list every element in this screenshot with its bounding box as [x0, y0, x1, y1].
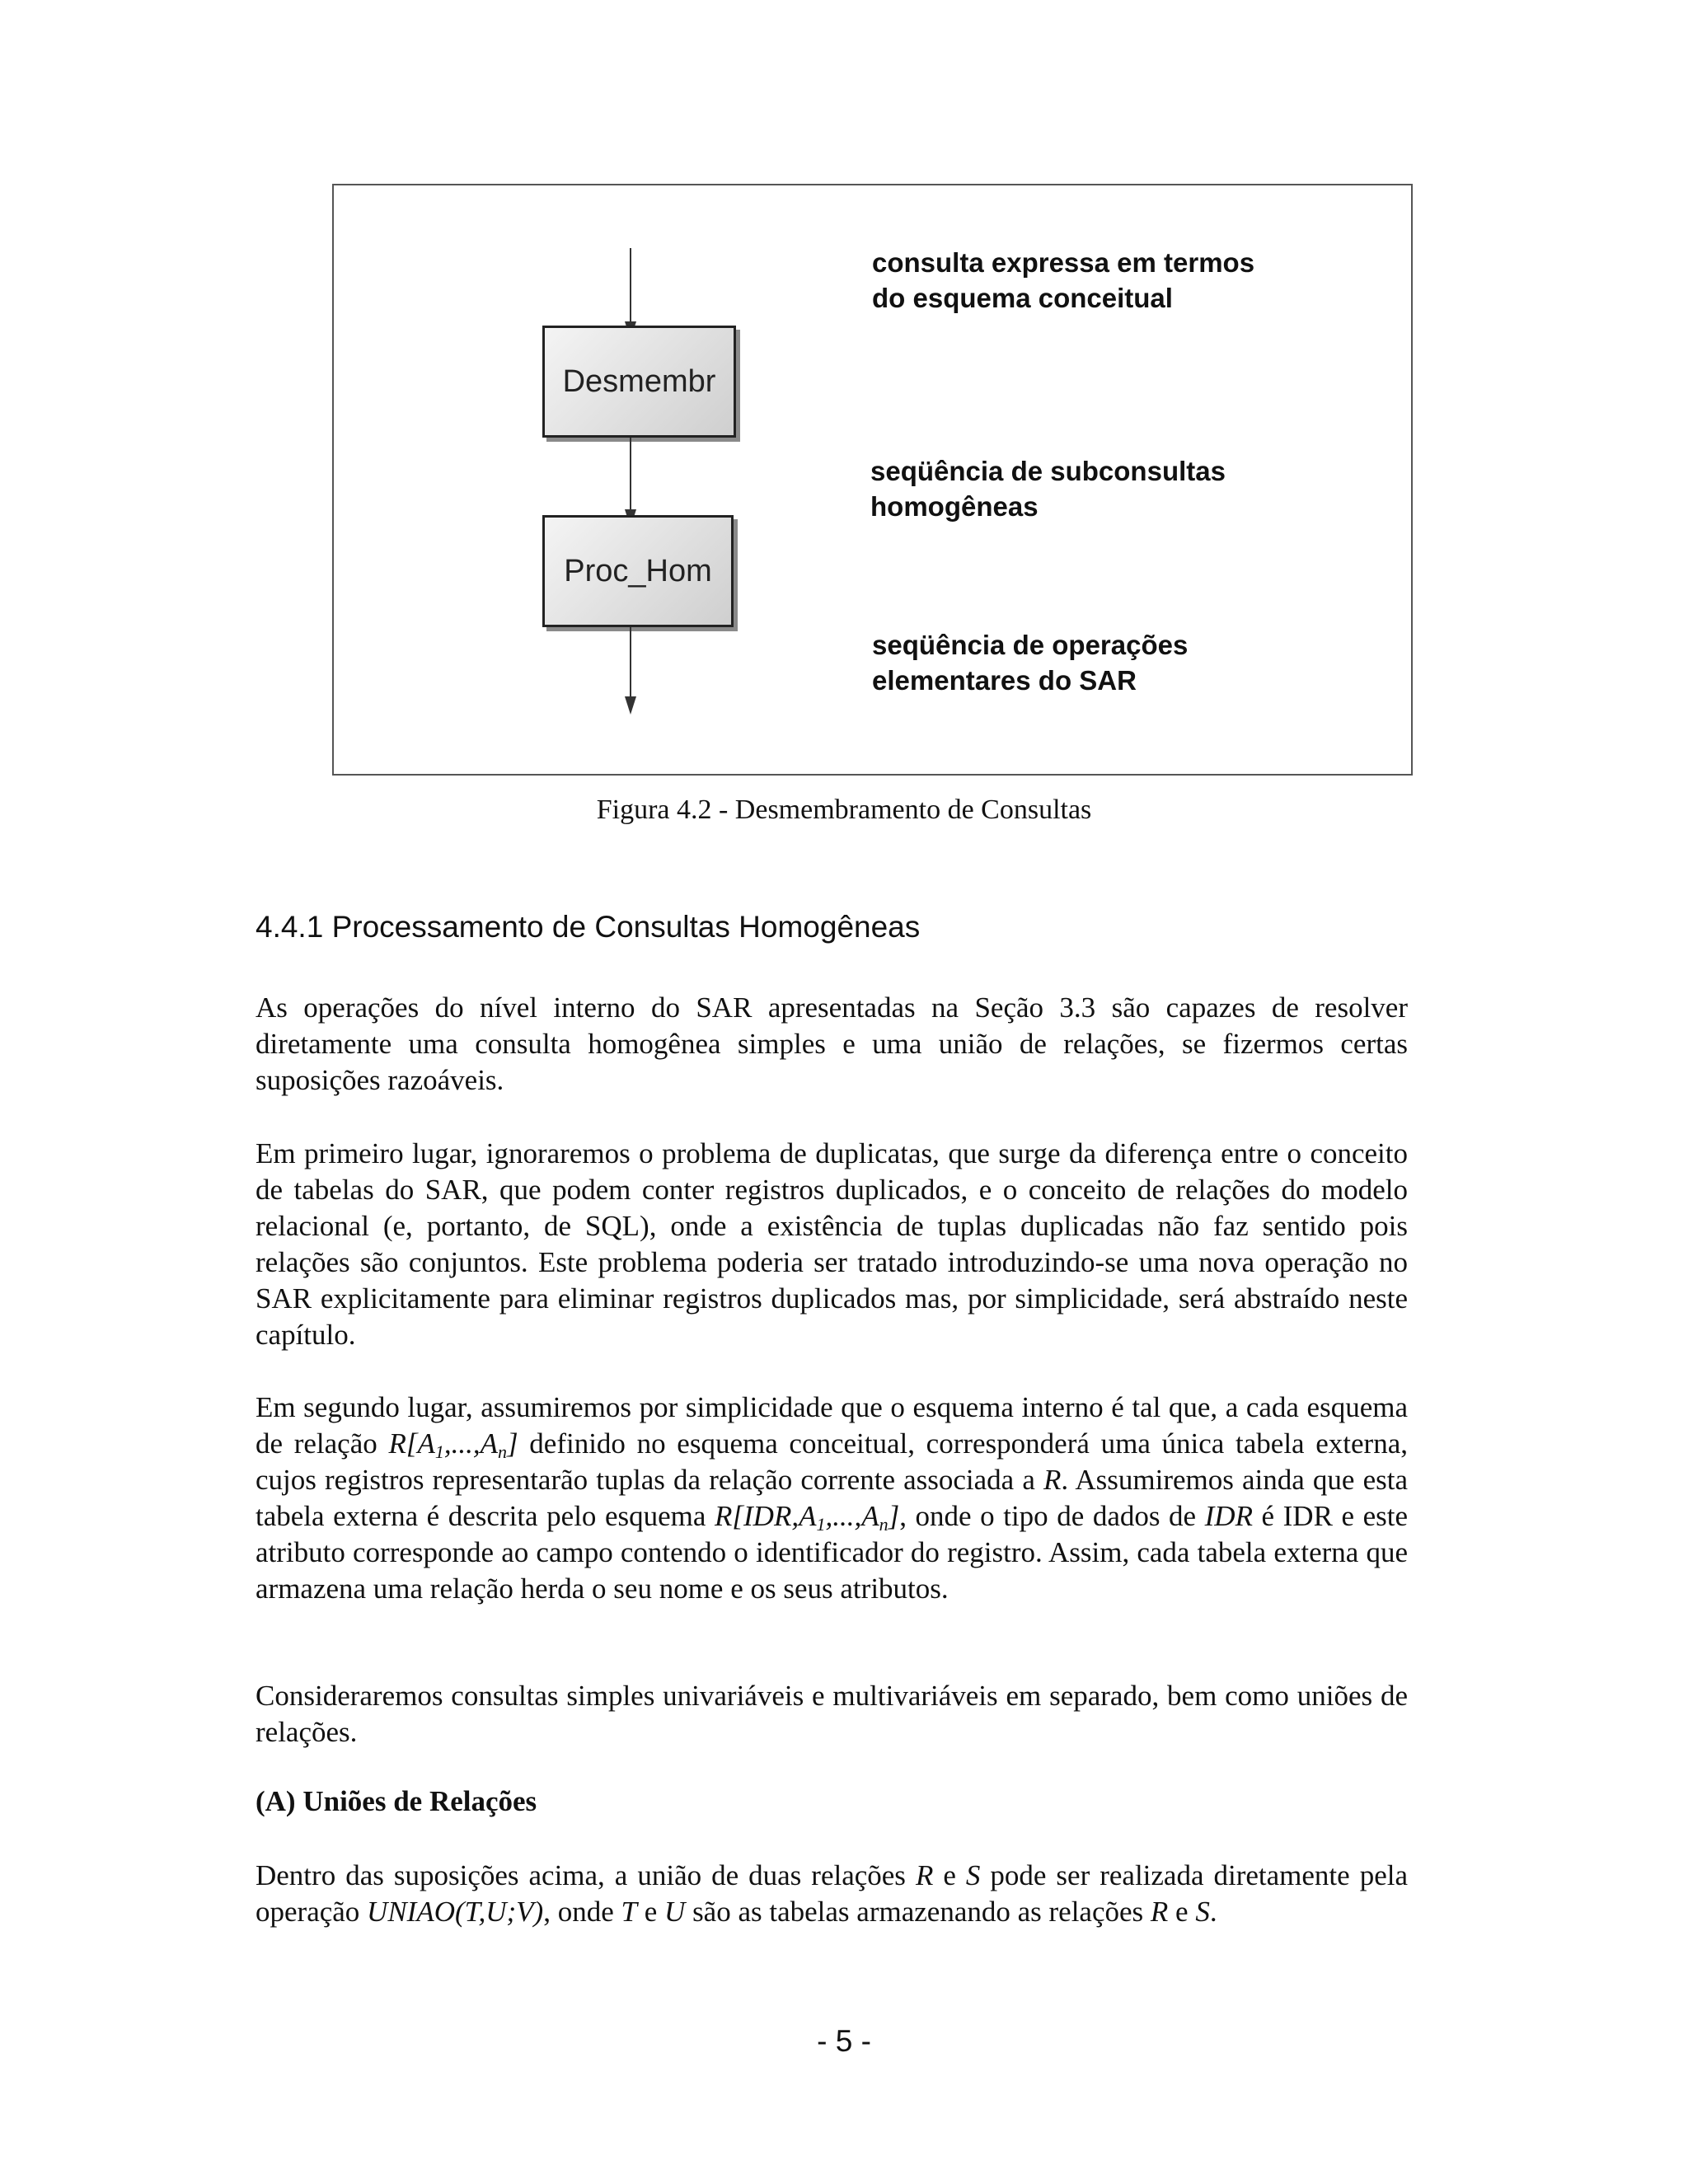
middle-label: seqüência de subconsultas homogêneas: [870, 456, 1226, 522]
paragraph-1: As operações do nível interno do SAR apresentadas na Seção 3.3 são capazes de resolver diretamente uma consulta homogênea simples e uma união de relações, se fizermos certas suposições razoáveis.: [256, 991, 1408, 1096]
paragraph-2: Em primeiro lugar, ignoraremos o problema de duplicatas, que surge da diferença entre o conceito de tabelas do SAR, que podem conter registros duplicados, e o conceito de relações do modelo relacional (e, portanto, de SQL), onde a existência de tuplas duplicadas não faz sentido pois relações são conjuntos. Este problema poderia ser tratado introduzindo-se uma nova operação no SAR explicitamente para eliminar registros duplicados mas, por simplicidade, será abstraído neste capítulo.: [256, 1137, 1408, 1351]
section-heading: 4.4.1 Processamento de Consultas Homogêneas: [256, 910, 921, 944]
figure-caption: Figura 4.2 - Desmembramento de Consultas: [596, 794, 1092, 825]
paragraph-4: Consideraremos consultas simples univariáveis e multivariáveis em separado, bem como uniões de relações.: [256, 1680, 1408, 1748]
output-label: seqüência de operações elementares do SAR: [872, 630, 1189, 696]
input-arrow-line: [630, 248, 631, 324]
proc-hom-box: [542, 515, 734, 627]
subheading-unioes: (A) Uniões de Relações: [256, 1785, 537, 1817]
output-arrowhead: [625, 696, 636, 715]
figure-frame: [332, 184, 1413, 776]
input-label: consulta expressa em termos do esquema conceitual: [872, 247, 1255, 313]
desmembr-box: [542, 326, 736, 438]
paragraph-5: Dentro das suposições acima, a união de duas relações R e S pode ser realizada diretamente pela operação UNIAO(T,U;V), onde T e U são as tabelas armazenando as relações R e S.: [256, 1859, 1408, 1928]
middle-arrow-line: [630, 438, 631, 512]
desmembr-label: Desmembr: [562, 363, 716, 399]
output-arrow-line: [630, 627, 631, 700]
proc-hom-label: Proc_Hom: [564, 553, 712, 588]
paragraph-3: Em segundo lugar, assumiremos por simplicidade que o esquema interno é tal que, a cada esquema de relação $R[A_1,...,A_n]$ definido no esquema conceitual, corresponderá uma única tabela externa, cujos registros representarão tuplas da relação corrente associada a R. Assumiremos ainda que esta tabela externa é descrita pelo esquema $R[IDR,A_1,...,A_n]$, onde o tipo de dados de IDR é IDR e este atributo corresponde ao campo contendo o identificador do registro. Assim, cada tabela externa que armazena uma relação herda o seu nome e os seus atributos.: [256, 1391, 1408, 1605]
page-number: - 5 -: [817, 2024, 871, 2058]
